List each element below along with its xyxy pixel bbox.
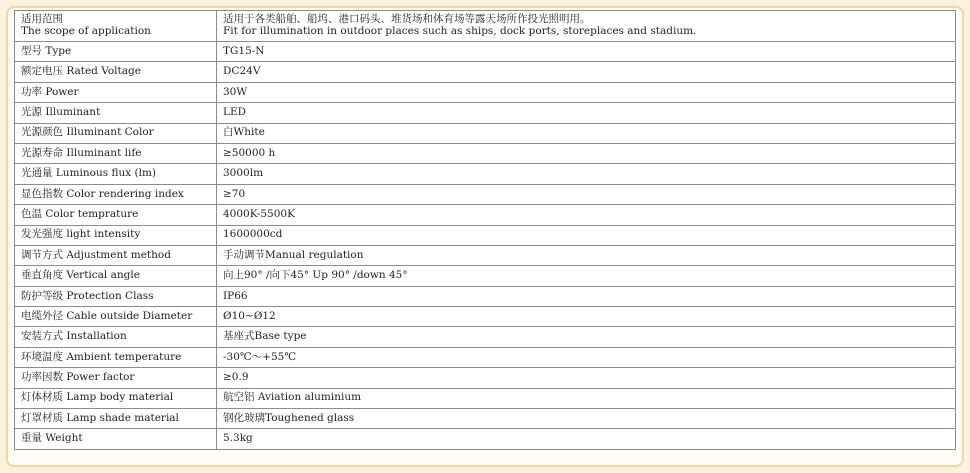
spec-row <box>15 286 956 306</box>
spec-label: 调节方式 Adjustment method <box>15 245 217 265</box>
spec-row <box>15 327 956 347</box>
spec-label: 功率因数 Power factor <box>15 368 217 388</box>
spec-value: IP66 <box>217 286 956 306</box>
scope-value-en: Fit for illumination in outdoor places such as ships, dock ports, storeplaces and stadium. <box>223 25 697 37</box>
spec-row <box>15 184 956 204</box>
spec-label: 额定电压 Rated Voltage <box>15 62 217 82</box>
spec-label: 发光强度 light intensity <box>15 225 217 245</box>
scope-label-cell <box>15 11 217 42</box>
spec-value: LED <box>217 103 956 123</box>
spec-label: 光源寿命 Illuminant life <box>15 143 217 163</box>
spec-row <box>15 82 956 102</box>
scope-label-cn: 适用范围 <box>21 13 63 26</box>
spec-value: 基座式Base type <box>217 327 956 347</box>
spec-row <box>15 409 956 429</box>
spec-value: Ø10~Ø12 <box>217 307 956 327</box>
spec-value: 钢化玻璃Toughened glass <box>217 409 956 429</box>
spec-label: 光通量 Luminous flux (lm) <box>15 164 217 184</box>
scope-label-en: The scope of application <box>21 25 151 37</box>
spec-row <box>15 307 956 327</box>
spec-row <box>15 103 956 123</box>
spec-value: 手动调节Manual regulation <box>217 245 956 265</box>
spec-value: 3000lm <box>217 164 956 184</box>
spec-value: 4000K-5500K <box>217 205 956 225</box>
spec-label: 功率 Power <box>15 82 217 102</box>
spec-row <box>15 143 956 163</box>
spec-row <box>15 429 956 449</box>
spec-row <box>15 62 956 82</box>
spec-label: 显色指数 Color rendering index <box>15 184 217 204</box>
spec-value: 5.3kg <box>217 429 956 449</box>
spec-value: ≥0.9 <box>217 368 956 388</box>
spec-label: 防护等级 Protection Class <box>15 286 217 306</box>
spec-row <box>15 205 956 225</box>
spec-label: 安装方式 Installation <box>15 327 217 347</box>
spec-value: 向上90° /向下45° Up 90° /down 45° <box>217 266 956 286</box>
spec-value: DC24V <box>217 62 956 82</box>
spec-label: 重量 Weight <box>15 429 217 449</box>
spec-row <box>15 347 956 367</box>
spec-label: 光源颜色 Illuminant Color <box>15 123 217 143</box>
spec-value: 白White <box>217 123 956 143</box>
scope-value-cn: 适用于各类船舶、船坞、港口码头、堆货场和体育场等露天场所作投光照明用。 <box>223 13 591 26</box>
spec-label: 灯罩材质 Lamp shade material <box>15 409 217 429</box>
spec-row <box>15 123 956 143</box>
spec-label: 环境温度 Ambient temperature <box>15 347 217 367</box>
spec-row <box>15 368 956 388</box>
spec-row <box>15 388 956 408</box>
spec-value: 1600000cd <box>217 225 956 245</box>
spec-label: 垂直角度 Vertical angle <box>15 266 217 286</box>
spec-value: ≥50000 h <box>217 143 956 163</box>
spec-value: ≥70 <box>217 184 956 204</box>
spec-value: 30W <box>217 82 956 102</box>
spec-label: 光源 Illuminant <box>15 103 217 123</box>
spec-row <box>15 164 956 184</box>
spec-value: 航空铝 Aviation aluminium <box>217 388 956 408</box>
spec-label: 灯体材质 Lamp body material <box>15 388 217 408</box>
spec-row <box>15 225 956 245</box>
spec-table <box>14 10 956 450</box>
spec-row <box>15 42 956 62</box>
spec-value: TG15-N <box>217 42 956 62</box>
spec-label: 色温 Color temprature <box>15 205 217 225</box>
scope-row <box>15 11 956 42</box>
spec-label: 型号 Type <box>15 42 217 62</box>
spec-row <box>15 266 956 286</box>
spec-label: 电缆外径 Cable outside Diameter <box>15 307 217 327</box>
scope-value-cell <box>217 11 956 42</box>
spec-row <box>15 245 956 265</box>
spec-value: -30℃～+55℃ <box>217 347 956 367</box>
